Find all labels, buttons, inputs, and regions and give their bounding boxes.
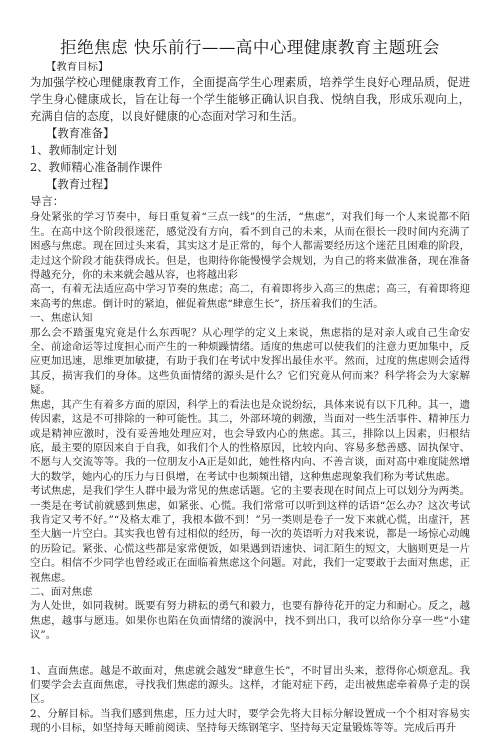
process-heading: 【教育过程】 [46,177,115,192]
intro-text: 身处紧张的学习节奏中，每日重复着“三点一线”的生活，“焦虑”，对我们每一个人来说都不陌生。在高中这个阶段很迷茫，感觉没有方向，看不到自己的未来，从而在很长一段时间内充满了困惑与焦虑。现在回过头来看，其实这才是正常的，每个人都需要经历这个迷茫且困难的阶段，走过这个阶段才能获得成长。但是，也期待你能慢慢学会规划，为自己的将来做准备，现在准备得越充分，你的未来就会越从容，也将越出彩 [30,211,470,282]
section-1-paragraph-2: 焦虑，其产生有着多方面的原因，科学上的看法也是众说纷纭，具体来说有以下几种。其一，遗传因素，这是不可排除的一种可能性。其二，外部环境的刺激，当面对一些生活事件、精神压力或是精神应激时，没有妥善地处理应对，也会导致内心的焦虑。其三，排除以上因素，归根结底，最主要的原因来自于自我，如我们个人的性格原因，比较内向、容易多愁善感、固执保守、不愿与人交流等等。我的一位朋友小A正是如此，她性格内向、不善言谈，面对高中难度陡然增大的数学，她内心的压力与日俱增，在考试中也频频出错，这种焦虑现象我们称为考试焦虑。 [30,398,470,483]
section-2-paragraph-1: 为人处世，如同栽树。既要有努力耕耘的勇气和毅力，也要有静待花开的定力和耐心。反之，越焦虑，越事与愿违。如果你也陷在负面情绪的漩涡中，找不到出口，我可以给你分享一些“小建议”。 [30,600,470,642]
goal-heading: 【教育目标】 [46,61,109,73]
prep-item-1: 1、教师制定计划 [30,143,117,158]
intro-label: 导言： [30,194,65,209]
section-2-item-2: 2、分解目标。当我们感到焦虑，压力过大时，要学会先将大目标分解设置成一个个相对容易实现的小目标，如坚持每天睡前阅读、坚持每天练钢笔字、坚持每天定量锻炼等等。完成后再升 [30,707,470,735]
section-1-paragraph-1: 那么会不踏蛋鬼究竟是什么东西呢？从心理学的定义上来说，焦虑指的是对亲人或自己生命安全、前途命运等过度担心而产生的一种烦躁情绪。适度的焦虑可以使我们的注意力更加集中，反应更加迅速，思维更加敏捷，有助于我们在考试中发挥出最佳水平。然而，过度的焦虑则会适得其反，损害我们的身体。这些负面情绪的源头是什么？它们究竟从何而来？科学将会为大家解疑。 [30,326,470,397]
page-title: 拒绝焦虑 快乐前行——高中心理健康教育主题班会 [60,38,440,57]
section-1-paragraph-3: 考试焦虑，是我们学生人群中最为常见的焦虑话题。它的主要表现在时间点上可以划分为两类。一类是在考试前就感到焦虑，如紧张、心慌。我们常常可以听到这样的话语“怎么办？这次考试我肯定又考不好。”“及格太难了，我根本做不到！”另一类则是卷子一发下来就心慌，出虚汗，甚至大脑一片空白。其实我也曾有过相似的经历，每一次的英语听力对我来说，都是一场惊心动魄的历险记。紧张、心慌这些都是家常便饭，如果遇到语速快、词汇陌生的短文，大脑则更是一片空白。相信不少同学也曾经或正在面临着焦虑这个问题。对此，我们一定要敢于去面对焦虑，正视焦虑。 [30,485,470,584]
prep-item-2: 2、教师精心准备制作课件 [30,160,163,175]
section-1-heading: 一、焦虑认知 [30,312,93,325]
goal-text: 为加强学校心理健康教育工作，全面提高学生心理素质，培养学生良好心理品质，促进学生身心健康成长，旨在让每一个学生能够正确认识自我、悦纳自我，形成乐观向上，充满自信的态度，以良好健康的心态面对学习和生活。 [30,75,470,124]
blank-line [30,643,470,664]
section-2-item-1: 1、直面焦虑。越是不敢面对，焦虑就会越发“肆意生长”，不时冒出头来，惹得你心烦意乱。我们要学会去直面焦虑，寻找我们焦虑的源头。这样，才能对症下药，走出被焦虑牵着鼻子走的误区。 [30,664,470,706]
section-2-heading: 二、面对焦虑 [30,585,93,598]
prep-heading: 【教育准备】 [46,126,115,141]
intro-text-2: 高一，有着无法适应高中学习节奏的焦虑；高二，有着即将步入高三的焦虑；高三，有着即将迎来高考的焦虑。倒计时的紧迫，催促着焦虑“肆意生长”，挤压着我们的生活。 [30,283,470,310]
